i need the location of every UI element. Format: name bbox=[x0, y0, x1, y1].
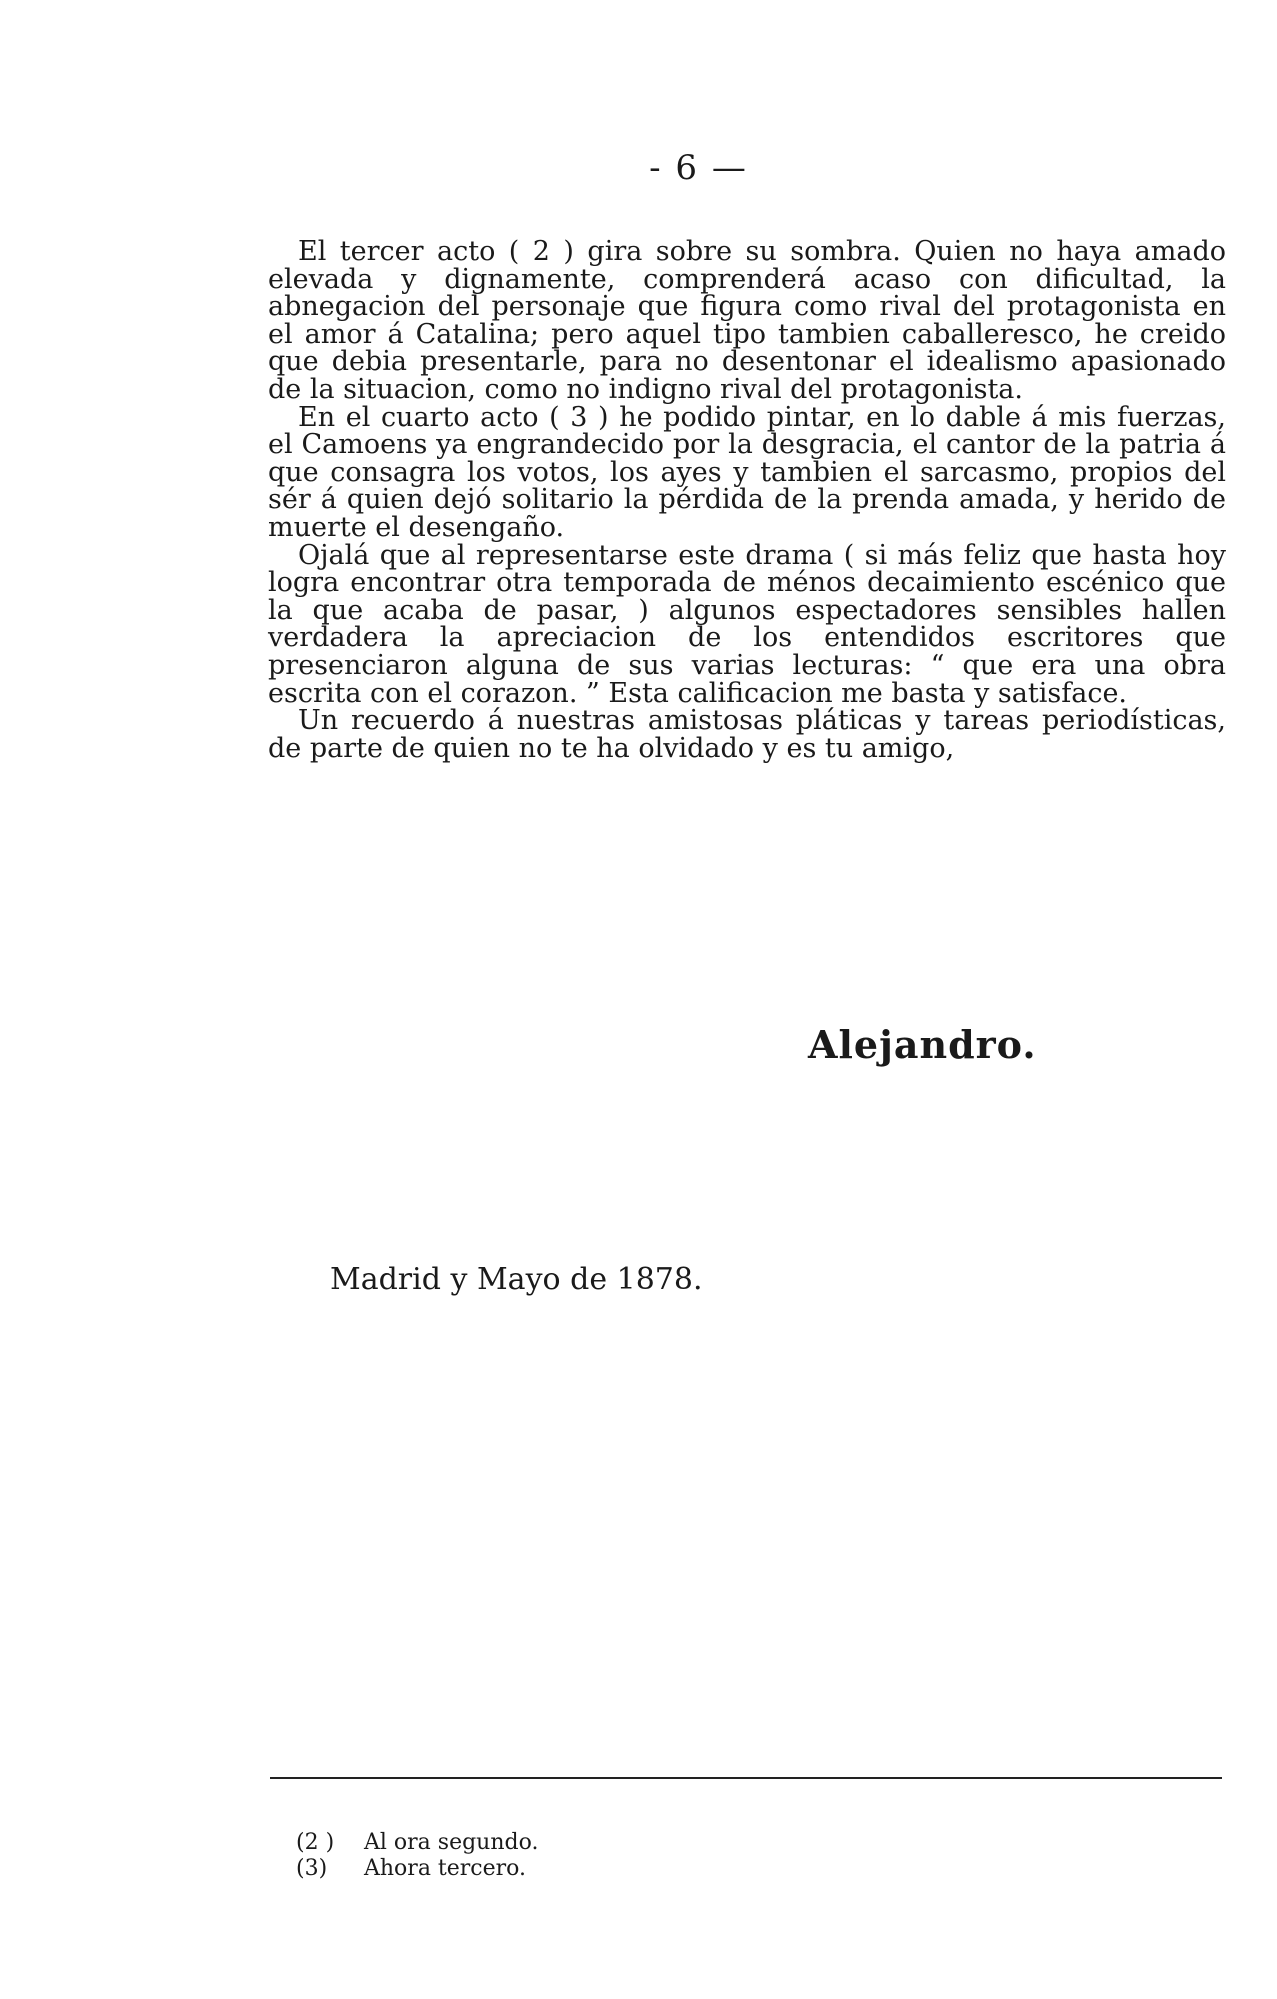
footnote-divider bbox=[270, 1777, 1222, 1779]
footnote-item bbox=[296, 1830, 538, 1856]
paragraph-closing: Un recuerdo á nuestras amistosas pláticas y tareas periodísticas, de parte de quien no te ha olvidado y es tu amigo, bbox=[268, 705, 1226, 764]
paragraph-fourth-act: En el cuarto acto ( 3 ) he podido pintar, en lo dable á mis fuerzas, el Camoens ya engrandecido por la desgracia, el cantor de la patria á que consagra los votos, los ayes y tambien el sarcasmo, propios del sér á quien dejó solitario la pérdida de la prenda amada, y herido de muerte el desengaño. bbox=[268, 401, 1226, 543]
footnote-marker: (3) bbox=[296, 1856, 328, 1881]
paragraph-performance-wish: Ojalá que al representarse este drama ( si más feliz que hasta hoy logra encontrar otra temporada de ménos decaimiento escénico que la que acaba de pasar, ) algunos espectadores sensibles hallen verdadera la apreciacion de los entendidos escritores que presenciaron alguna de sus varias lecturas: “ que era una obra escrita con el corazon. ” Esta calificacion me basta y satisface. bbox=[268, 539, 1226, 709]
footnote-text: Ahora tercero. bbox=[364, 1856, 527, 1881]
place-date: Madrid y Mayo de 1878. bbox=[330, 1262, 703, 1297]
page-number: - 6 — bbox=[649, 148, 748, 188]
paragraph-third-act: El tercer acto ( 2 ) gira sobre su sombra. Quien no haya amado elevada y dignamente, comprenderá acaso con dificultad, la abnegacion del personaje que figura como rival del protagonista en el amor á Catalina; pero aquel tipo tambien caballeresco, he creido que debia presentarle, para no desentonar el idealismo apasionado de la situacion, como no indigno rival del protagonista. bbox=[268, 236, 1226, 405]
footnote-marker: (2 ) bbox=[296, 1830, 335, 1855]
footnote-text: Al ora segundo. bbox=[364, 1830, 539, 1855]
signature: Alejandro. bbox=[808, 1022, 1037, 1067]
footnotes bbox=[296, 1830, 538, 1882]
footnote-item bbox=[296, 1856, 538, 1882]
body-text bbox=[268, 238, 1226, 762]
